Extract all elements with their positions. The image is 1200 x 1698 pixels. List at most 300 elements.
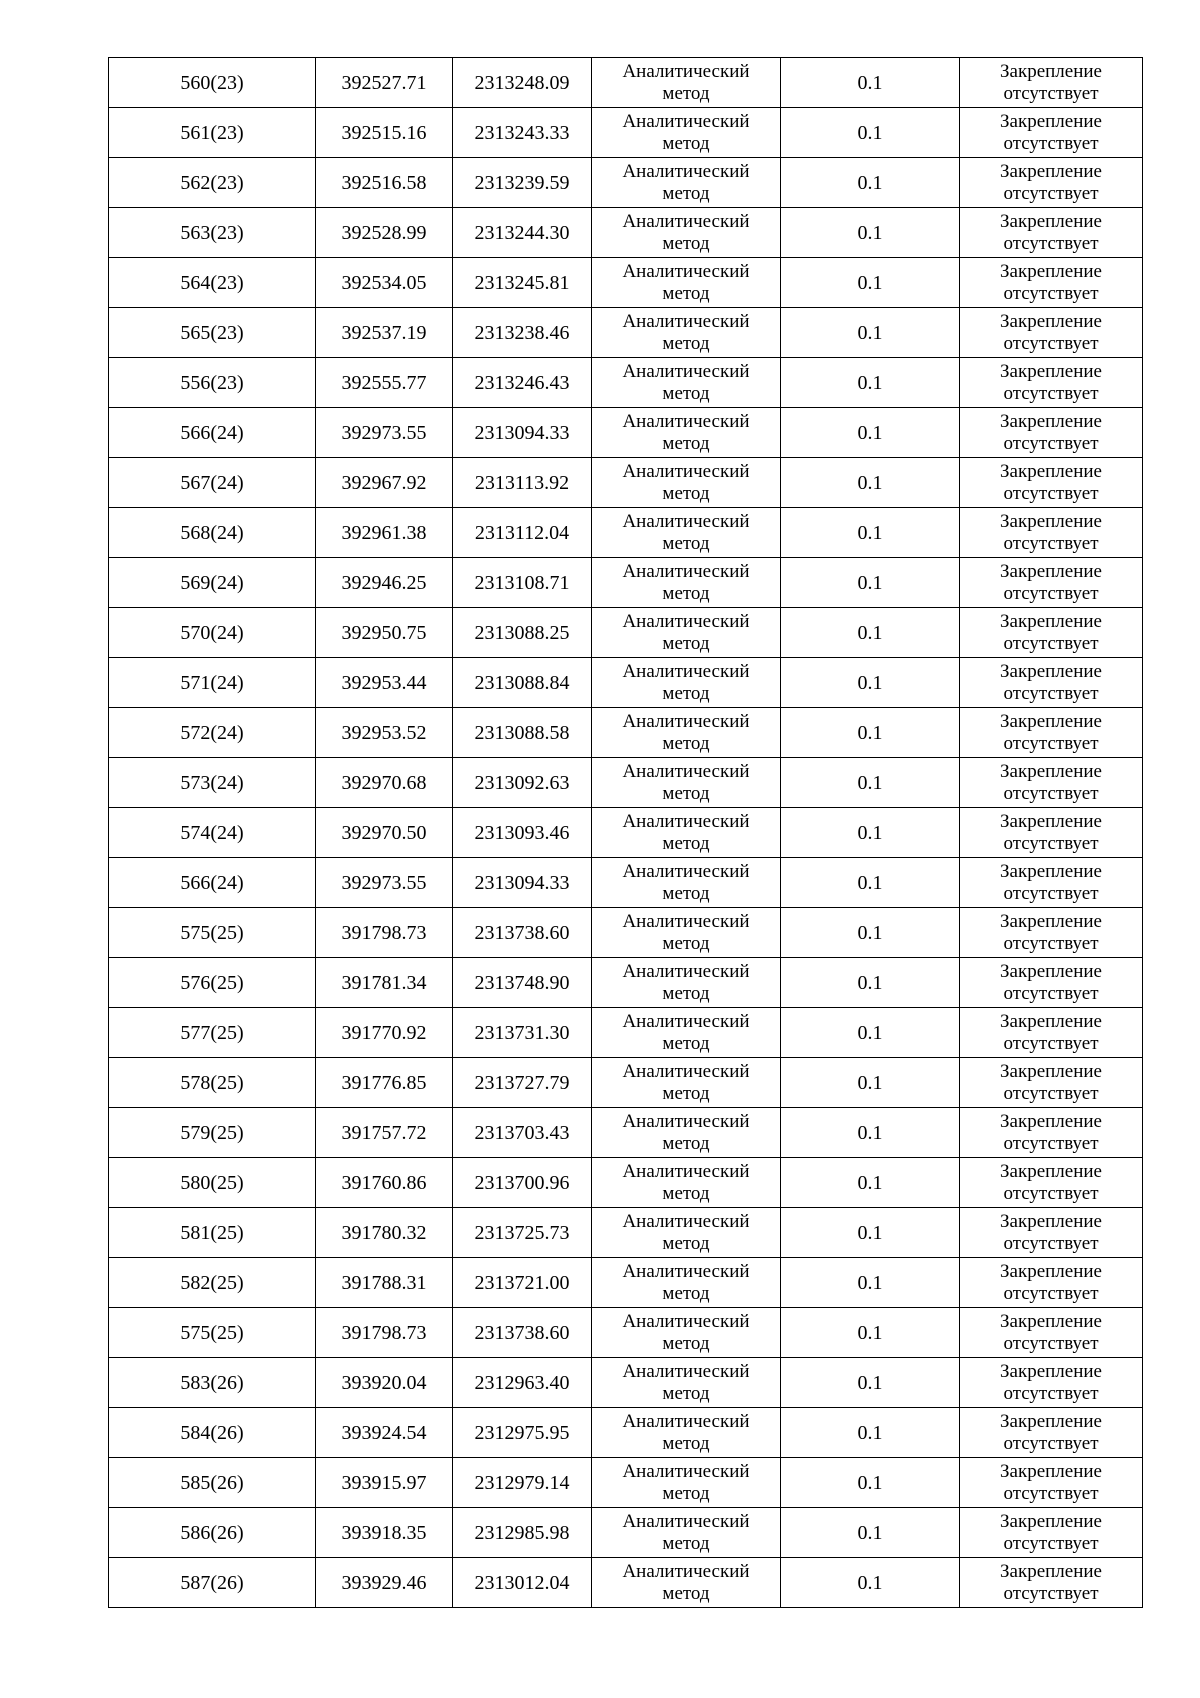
fixation-cell xyxy=(960,408,1143,458)
accuracy-cell: 0.1 xyxy=(781,1058,960,1108)
fixation-cell-line: Закрепление xyxy=(1000,510,1102,532)
x-coordinate-cell: 393929.46 xyxy=(316,1558,453,1608)
fixation-cell xyxy=(960,258,1143,308)
fixation-cell-line: Закрепление xyxy=(1000,1060,1102,1082)
table-row xyxy=(109,1208,1143,1258)
method-cell-line: Аналитический xyxy=(622,1510,750,1532)
method-cell xyxy=(592,558,781,608)
point-number-cell: 580(25) xyxy=(109,1158,316,1208)
fixation-cell-line: Закрепление xyxy=(1000,560,1102,582)
table-row xyxy=(109,758,1143,808)
y-coordinate-cell: 2313108.71 xyxy=(453,558,592,608)
accuracy-cell: 0.1 xyxy=(781,1158,960,1208)
method-cell-line: метод xyxy=(662,1032,710,1054)
fixation-cell xyxy=(960,958,1143,1008)
y-coordinate-cell: 2313092.63 xyxy=(453,758,592,808)
point-number-cell: 575(25) xyxy=(109,908,316,958)
y-coordinate-cell: 2313703.43 xyxy=(453,1108,592,1158)
fixation-cell xyxy=(960,358,1143,408)
table-row xyxy=(109,1108,1143,1158)
x-coordinate-cell: 392528.99 xyxy=(316,208,453,258)
table-row xyxy=(109,958,1143,1008)
y-coordinate-cell: 2312975.95 xyxy=(453,1408,592,1458)
method-cell xyxy=(592,308,781,358)
x-coordinate-cell: 391776.85 xyxy=(316,1058,453,1108)
accuracy-cell: 0.1 xyxy=(781,1408,960,1458)
accuracy-cell: 0.1 xyxy=(781,758,960,808)
x-coordinate-cell: 393924.54 xyxy=(316,1408,453,1458)
fixation-cell-line: отсутствует xyxy=(1003,1182,1099,1204)
x-coordinate-cell: 392953.52 xyxy=(316,708,453,758)
method-cell-line: метод xyxy=(662,1232,710,1254)
method-cell xyxy=(592,908,781,958)
point-number-cell: 563(23) xyxy=(109,208,316,258)
method-cell-line: Аналитический xyxy=(622,1210,750,1232)
fixation-cell xyxy=(960,1208,1143,1258)
y-coordinate-cell: 2312963.40 xyxy=(453,1358,592,1408)
method-cell xyxy=(592,1408,781,1458)
method-cell-line: Аналитический xyxy=(622,860,750,882)
fixation-cell-line: отсутствует xyxy=(1003,532,1099,554)
y-coordinate-cell: 2313245.81 xyxy=(453,258,592,308)
fixation-cell-line: Закрепление xyxy=(1000,1360,1102,1382)
method-cell-line: Аналитический xyxy=(622,760,750,782)
method-cell xyxy=(592,508,781,558)
table-row xyxy=(109,858,1143,908)
y-coordinate-cell: 2313748.90 xyxy=(453,958,592,1008)
method-cell-line: Аналитический xyxy=(622,510,750,532)
method-cell-line: Аналитический xyxy=(622,1560,750,1582)
method-cell-line: метод xyxy=(662,1132,710,1154)
method-cell-line: Аналитический xyxy=(622,210,750,232)
x-coordinate-cell: 391781.34 xyxy=(316,958,453,1008)
method-cell xyxy=(592,458,781,508)
accuracy-cell: 0.1 xyxy=(781,508,960,558)
y-coordinate-cell: 2313721.00 xyxy=(453,1258,592,1308)
method-cell xyxy=(592,1158,781,1208)
fixation-cell xyxy=(960,158,1143,208)
method-cell-line: метод xyxy=(662,932,710,954)
fixation-cell-line: отсутствует xyxy=(1003,332,1099,354)
accuracy-cell: 0.1 xyxy=(781,958,960,1008)
y-coordinate-cell: 2313094.33 xyxy=(453,858,592,908)
fixation-cell-line: отсутствует xyxy=(1003,82,1099,104)
fixation-cell xyxy=(960,758,1143,808)
fixation-cell-line: Закрепление xyxy=(1000,1110,1102,1132)
method-cell xyxy=(592,108,781,158)
y-coordinate-cell: 2313238.46 xyxy=(453,308,592,358)
accuracy-cell: 0.1 xyxy=(781,108,960,158)
method-cell-line: метод xyxy=(662,332,710,354)
y-coordinate-cell: 2313700.96 xyxy=(453,1158,592,1208)
point-number-cell: 560(23) xyxy=(109,58,316,108)
method-cell xyxy=(592,1008,781,1058)
fixation-cell-line: Закрепление xyxy=(1000,860,1102,882)
x-coordinate-cell: 392534.05 xyxy=(316,258,453,308)
method-cell-line: Аналитический xyxy=(622,1260,750,1282)
fixation-cell-line: Закрепление xyxy=(1000,110,1102,132)
fixation-cell xyxy=(960,1058,1143,1108)
point-number-cell: 581(25) xyxy=(109,1208,316,1258)
y-coordinate-cell: 2313088.58 xyxy=(453,708,592,758)
x-coordinate-cell: 393915.97 xyxy=(316,1458,453,1508)
fixation-cell xyxy=(960,58,1143,108)
fixation-cell-line: отсутствует xyxy=(1003,882,1099,904)
table-row xyxy=(109,158,1143,208)
fixation-cell-line: отсутствует xyxy=(1003,1232,1099,1254)
fixation-cell-line: Закрепление xyxy=(1000,360,1102,382)
point-number-cell: 566(24) xyxy=(109,858,316,908)
accuracy-cell: 0.1 xyxy=(781,808,960,858)
fixation-cell-line: Закрепление xyxy=(1000,1560,1102,1582)
method-cell-line: метод xyxy=(662,282,710,304)
method-cell xyxy=(592,758,781,808)
fixation-cell xyxy=(960,1158,1143,1208)
point-number-cell: 585(26) xyxy=(109,1458,316,1508)
point-number-cell: 565(23) xyxy=(109,308,316,358)
method-cell-line: Аналитический xyxy=(622,1110,750,1132)
fixation-cell-line: Закрепление xyxy=(1000,1260,1102,1282)
point-number-cell: 577(25) xyxy=(109,1008,316,1058)
y-coordinate-cell: 2313094.33 xyxy=(453,408,592,458)
point-number-cell: 562(23) xyxy=(109,158,316,208)
point-number-cell: 561(23) xyxy=(109,108,316,158)
accuracy-cell: 0.1 xyxy=(781,358,960,408)
table-row xyxy=(109,808,1143,858)
fixation-cell-line: отсутствует xyxy=(1003,1532,1099,1554)
fixation-cell-line: отсутствует xyxy=(1003,1482,1099,1504)
method-cell-line: Аналитический xyxy=(622,160,750,182)
method-cell-line: Аналитический xyxy=(622,110,750,132)
table-row xyxy=(109,308,1143,358)
fixation-cell-line: отсутствует xyxy=(1003,482,1099,504)
method-cell-line: Аналитический xyxy=(622,310,750,332)
fixation-cell-line: Закрепление xyxy=(1000,1410,1102,1432)
fixation-cell xyxy=(960,508,1143,558)
method-cell-line: Аналитический xyxy=(622,910,750,932)
coordinates-table xyxy=(108,57,1143,1608)
method-cell xyxy=(592,258,781,308)
fixation-cell-line: отсутствует xyxy=(1003,732,1099,754)
method-cell xyxy=(592,358,781,408)
table-row xyxy=(109,558,1143,608)
fixation-cell-line: отсутствует xyxy=(1003,1132,1099,1154)
method-cell xyxy=(592,658,781,708)
y-coordinate-cell: 2313113.92 xyxy=(453,458,592,508)
method-cell-line: Аналитический xyxy=(622,1060,750,1082)
y-coordinate-cell: 2313012.04 xyxy=(453,1558,592,1608)
method-cell xyxy=(592,708,781,758)
fixation-cell-line: отсутствует xyxy=(1003,982,1099,1004)
fixation-cell-line: Закрепление xyxy=(1000,760,1102,782)
fixation-cell xyxy=(960,808,1143,858)
accuracy-cell: 0.1 xyxy=(781,1358,960,1408)
x-coordinate-cell: 392961.38 xyxy=(316,508,453,558)
x-coordinate-cell: 392973.55 xyxy=(316,858,453,908)
point-number-cell: 579(25) xyxy=(109,1108,316,1158)
x-coordinate-cell: 391780.32 xyxy=(316,1208,453,1258)
point-number-cell: 568(24) xyxy=(109,508,316,558)
method-cell-line: Аналитический xyxy=(622,1360,750,1382)
fixation-cell xyxy=(960,1358,1143,1408)
y-coordinate-cell: 2313093.46 xyxy=(453,808,592,858)
accuracy-cell: 0.1 xyxy=(781,608,960,658)
accuracy-cell: 0.1 xyxy=(781,558,960,608)
table-row xyxy=(109,1258,1143,1308)
fixation-cell-line: Закрепление xyxy=(1000,710,1102,732)
fixation-cell xyxy=(960,708,1143,758)
y-coordinate-cell: 2312985.98 xyxy=(453,1508,592,1558)
point-number-cell: 572(24) xyxy=(109,708,316,758)
accuracy-cell: 0.1 xyxy=(781,1458,960,1508)
method-cell-line: Аналитический xyxy=(622,1010,750,1032)
fixation-cell-line: отсутствует xyxy=(1003,1382,1099,1404)
point-number-cell: 586(26) xyxy=(109,1508,316,1558)
method-cell-line: метод xyxy=(662,182,710,204)
point-number-cell: 587(26) xyxy=(109,1558,316,1608)
point-number-cell: 571(24) xyxy=(109,658,316,708)
y-coordinate-cell: 2313738.60 xyxy=(453,1308,592,1358)
method-cell-line: метод xyxy=(662,82,710,104)
point-number-cell: 570(24) xyxy=(109,608,316,658)
accuracy-cell: 0.1 xyxy=(781,658,960,708)
y-coordinate-cell: 2313244.30 xyxy=(453,208,592,258)
x-coordinate-cell: 392537.19 xyxy=(316,308,453,358)
table-row xyxy=(109,1058,1143,1108)
table-row xyxy=(109,1308,1143,1358)
y-coordinate-cell: 2313727.79 xyxy=(453,1058,592,1108)
method-cell-line: метод xyxy=(662,982,710,1004)
fixation-cell-line: Закрепление xyxy=(1000,310,1102,332)
x-coordinate-cell: 392515.16 xyxy=(316,108,453,158)
table-row xyxy=(109,508,1143,558)
table-row xyxy=(109,608,1143,658)
point-number-cell: 556(23) xyxy=(109,358,316,408)
point-number-cell: 578(25) xyxy=(109,1058,316,1108)
method-cell xyxy=(592,1058,781,1108)
point-number-cell: 582(25) xyxy=(109,1258,316,1308)
method-cell-line: Аналитический xyxy=(622,960,750,982)
accuracy-cell: 0.1 xyxy=(781,1308,960,1358)
fixation-cell-line: отсутствует xyxy=(1003,1432,1099,1454)
fixation-cell-line: Закрепление xyxy=(1000,610,1102,632)
method-cell-line: Аналитический xyxy=(622,410,750,432)
fixation-cell-line: отсутствует xyxy=(1003,682,1099,704)
fixation-cell-line: отсутствует xyxy=(1003,1332,1099,1354)
point-number-cell: 583(26) xyxy=(109,1358,316,1408)
fixation-cell xyxy=(960,108,1143,158)
fixation-cell-line: отсутствует xyxy=(1003,182,1099,204)
table-row xyxy=(109,1558,1143,1608)
fixation-cell xyxy=(960,458,1143,508)
method-cell-line: метод xyxy=(662,632,710,654)
table-row xyxy=(109,358,1143,408)
fixation-cell xyxy=(960,208,1143,258)
table-row xyxy=(109,1358,1143,1408)
method-cell-line: метод xyxy=(662,582,710,604)
method-cell-line: метод xyxy=(662,1482,710,1504)
fixation-cell-line: Закрепление xyxy=(1000,1460,1102,1482)
method-cell-line: метод xyxy=(662,1532,710,1554)
fixation-cell-line: Закрепление xyxy=(1000,160,1102,182)
table-row xyxy=(109,708,1143,758)
fixation-cell-line: Закрепление xyxy=(1000,460,1102,482)
fixation-cell xyxy=(960,1458,1143,1508)
table-row xyxy=(109,258,1143,308)
fixation-cell-line: Закрепление xyxy=(1000,660,1102,682)
fixation-cell xyxy=(960,1408,1143,1458)
fixation-cell-line: Закрепление xyxy=(1000,910,1102,932)
fixation-cell-line: Закрепление xyxy=(1000,1160,1102,1182)
point-number-cell: 574(24) xyxy=(109,808,316,858)
x-coordinate-cell: 391798.73 xyxy=(316,908,453,958)
fixation-cell-line: отсутствует xyxy=(1003,1082,1099,1104)
method-cell-line: метод xyxy=(662,432,710,454)
x-coordinate-cell: 392970.50 xyxy=(316,808,453,858)
y-coordinate-cell: 2313246.43 xyxy=(453,358,592,408)
method-cell xyxy=(592,608,781,658)
fixation-cell-line: отсутствует xyxy=(1003,832,1099,854)
method-cell xyxy=(592,858,781,908)
method-cell-line: метод xyxy=(662,132,710,154)
accuracy-cell: 0.1 xyxy=(781,58,960,108)
method-cell xyxy=(592,408,781,458)
method-cell-line: Аналитический xyxy=(622,810,750,832)
accuracy-cell: 0.1 xyxy=(781,1258,960,1308)
method-cell-line: Аналитический xyxy=(622,1410,750,1432)
y-coordinate-cell: 2313112.04 xyxy=(453,508,592,558)
accuracy-cell: 0.1 xyxy=(781,158,960,208)
method-cell-line: Аналитический xyxy=(622,460,750,482)
method-cell-line: метод xyxy=(662,1082,710,1104)
x-coordinate-cell: 391770.92 xyxy=(316,1008,453,1058)
accuracy-cell: 0.1 xyxy=(781,308,960,358)
point-number-cell: 569(24) xyxy=(109,558,316,608)
x-coordinate-cell: 392953.44 xyxy=(316,658,453,708)
x-coordinate-cell: 392555.77 xyxy=(316,358,453,408)
accuracy-cell: 0.1 xyxy=(781,258,960,308)
table-row xyxy=(109,1508,1143,1558)
x-coordinate-cell: 391760.86 xyxy=(316,1158,453,1208)
point-number-cell: 576(25) xyxy=(109,958,316,1008)
accuracy-cell: 0.1 xyxy=(781,1558,960,1608)
accuracy-cell: 0.1 xyxy=(781,458,960,508)
method-cell-line: метод xyxy=(662,482,710,504)
method-cell-line: метод xyxy=(662,1332,710,1354)
x-coordinate-cell: 391788.31 xyxy=(316,1258,453,1308)
fixation-cell-line: Закрепление xyxy=(1000,260,1102,282)
fixation-cell xyxy=(960,558,1143,608)
method-cell xyxy=(592,208,781,258)
method-cell xyxy=(592,1108,781,1158)
fixation-cell-line: отсутствует xyxy=(1003,432,1099,454)
accuracy-cell: 0.1 xyxy=(781,1108,960,1158)
method-cell-line: Аналитический xyxy=(622,610,750,632)
method-cell-line: метод xyxy=(662,1582,710,1604)
fixation-cell-line: отсутствует xyxy=(1003,1032,1099,1054)
x-coordinate-cell: 392967.92 xyxy=(316,458,453,508)
accuracy-cell: 0.1 xyxy=(781,708,960,758)
fixation-cell xyxy=(960,1008,1143,1058)
method-cell xyxy=(592,58,781,108)
point-number-cell: 573(24) xyxy=(109,758,316,808)
table-row xyxy=(109,408,1143,458)
method-cell xyxy=(592,1558,781,1608)
fixation-cell xyxy=(960,858,1143,908)
fixation-cell-line: отсутствует xyxy=(1003,782,1099,804)
fixation-cell xyxy=(960,908,1143,958)
point-number-cell: 584(26) xyxy=(109,1408,316,1458)
fixation-cell-line: отсутствует xyxy=(1003,632,1099,654)
x-coordinate-cell: 392946.25 xyxy=(316,558,453,608)
table-row xyxy=(109,1408,1143,1458)
x-coordinate-cell: 392970.68 xyxy=(316,758,453,808)
fixation-cell xyxy=(960,1558,1143,1608)
method-cell-line: метод xyxy=(662,1282,710,1304)
fixation-cell-line: отсутствует xyxy=(1003,382,1099,404)
fixation-cell-line: отсутствует xyxy=(1003,1282,1099,1304)
fixation-cell xyxy=(960,658,1143,708)
y-coordinate-cell: 2313239.59 xyxy=(453,158,592,208)
accuracy-cell: 0.1 xyxy=(781,408,960,458)
table-row xyxy=(109,1458,1143,1508)
method-cell-line: Аналитический xyxy=(622,660,750,682)
point-number-cell: 567(24) xyxy=(109,458,316,508)
table-row xyxy=(109,1158,1143,1208)
fixation-cell-line: отсутствует xyxy=(1003,132,1099,154)
x-coordinate-cell: 392950.75 xyxy=(316,608,453,658)
table-row xyxy=(109,908,1143,958)
method-cell-line: Аналитический xyxy=(622,360,750,382)
method-cell-line: Аналитический xyxy=(622,560,750,582)
x-coordinate-cell: 391757.72 xyxy=(316,1108,453,1158)
method-cell xyxy=(592,1208,781,1258)
fixation-cell-line: Закрепление xyxy=(1000,1010,1102,1032)
method-cell xyxy=(592,1308,781,1358)
fixation-cell xyxy=(960,1308,1143,1358)
accuracy-cell: 0.1 xyxy=(781,1008,960,1058)
table-row xyxy=(109,208,1143,258)
method-cell-line: метод xyxy=(662,682,710,704)
fixation-cell xyxy=(960,1258,1143,1308)
accuracy-cell: 0.1 xyxy=(781,908,960,958)
x-coordinate-cell: 392973.55 xyxy=(316,408,453,458)
method-cell-line: метод xyxy=(662,532,710,554)
fixation-cell-line: отсутствует xyxy=(1003,282,1099,304)
method-cell-line: метод xyxy=(662,382,710,404)
table-row xyxy=(109,658,1143,708)
y-coordinate-cell: 2313725.73 xyxy=(453,1208,592,1258)
table-row xyxy=(109,58,1143,108)
y-coordinate-cell: 2313088.84 xyxy=(453,658,592,708)
fixation-cell xyxy=(960,1108,1143,1158)
method-cell-line: метод xyxy=(662,1382,710,1404)
table-row xyxy=(109,458,1143,508)
method-cell xyxy=(592,1458,781,1508)
method-cell-line: Аналитический xyxy=(622,60,750,82)
accuracy-cell: 0.1 xyxy=(781,858,960,908)
method-cell xyxy=(592,1258,781,1308)
method-cell-line: метод xyxy=(662,832,710,854)
y-coordinate-cell: 2313088.25 xyxy=(453,608,592,658)
method-cell-line: метод xyxy=(662,1182,710,1204)
x-coordinate-cell: 391798.73 xyxy=(316,1308,453,1358)
method-cell-line: Аналитический xyxy=(622,1460,750,1482)
accuracy-cell: 0.1 xyxy=(781,1508,960,1558)
method-cell xyxy=(592,158,781,208)
y-coordinate-cell: 2313248.09 xyxy=(453,58,592,108)
fixation-cell-line: Закрепление xyxy=(1000,810,1102,832)
